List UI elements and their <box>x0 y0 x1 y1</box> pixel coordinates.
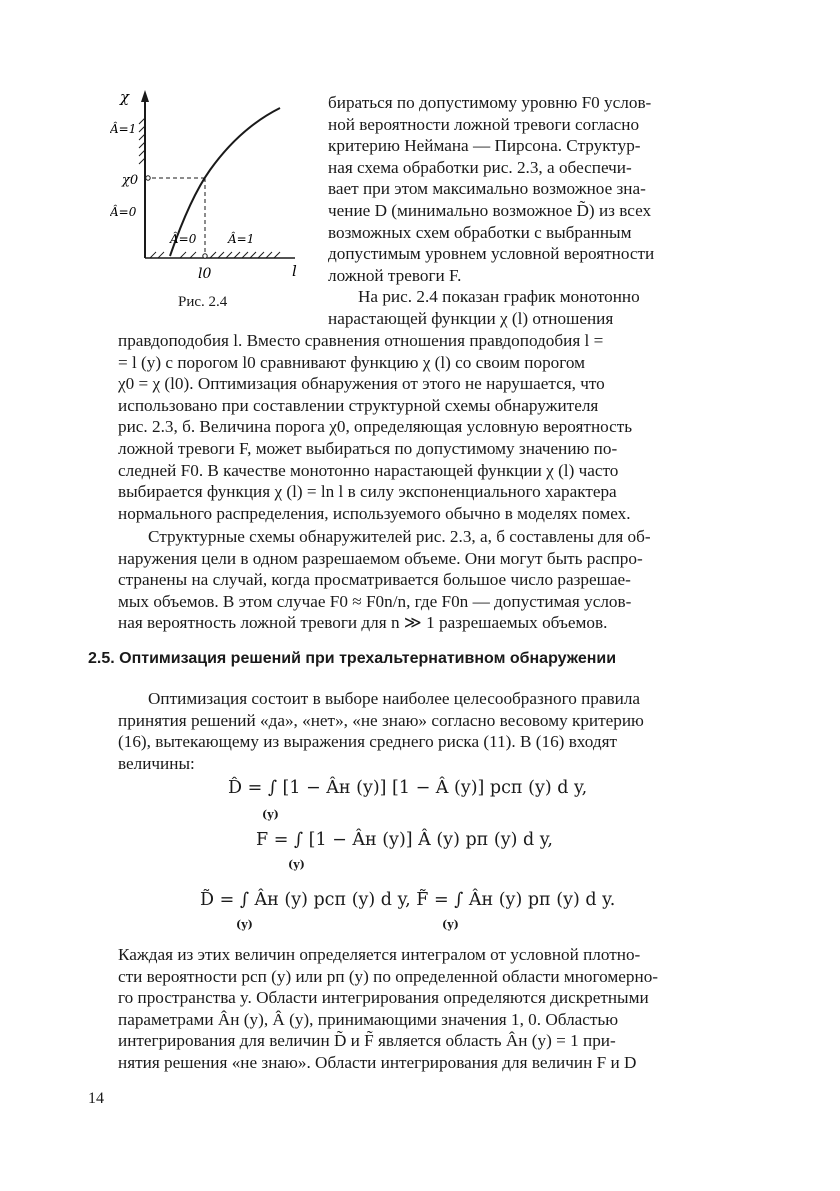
formula-d-f-tilde: D̃ = ∫ Âн (y) pсп (y) d y, F̃ = ∫ Âн (y) pп (y) d y. <box>200 890 616 910</box>
intro-line: ной вероятности ложной тревоги согласно <box>328 114 640 134</box>
label-a0-bottom: Â=0 <box>170 232 197 246</box>
intro-line: бираться по допустимому уровню F0 услов- <box>328 93 652 112</box>
label-a0-left: Â=0 <box>110 205 137 219</box>
text-line: нятия решения «не знаю». Области интегрирования для величин F и D <box>118 1052 637 1072</box>
text-line: следней F0. В качестве монотонно нарастающей функции χ (l) часто <box>118 460 619 480</box>
label-a1-bottom: Â=1 <box>228 232 255 246</box>
page-number: 14 <box>88 1090 104 1107</box>
paragraph-2 <box>118 526 714 634</box>
text-line: ная вероятность ложной тревоги для n ≫ 1 разрешаемых объемов. <box>118 613 608 633</box>
figure-caption: Рис. 2.4 <box>178 294 228 310</box>
intro-line: критерию Неймана — Пирсона. Структур- <box>328 136 641 156</box>
text-line: Оптимизация состоит в выборе наиболее целесообразного правила <box>148 689 641 708</box>
x-axis-hatching <box>210 252 280 258</box>
intro-line: допустимым уровнем условной вероятности <box>328 244 655 264</box>
text-line: наружения цели в одном разрешаемом объеме. Они могут быть распро- <box>118 548 643 568</box>
figure-2-4 <box>110 88 310 323</box>
formula-d-hat-domain: (y) <box>262 808 279 821</box>
axis-y-label: χ <box>120 88 130 106</box>
text-line: параметрами Âн (y), Â (y), принимающими значения 1, 0. Областью <box>118 1009 619 1029</box>
paragraph-4 <box>118 944 714 1074</box>
intro-line: возможных схем обработки с выбранным <box>328 222 632 242</box>
text-line: мых объемов. В этом случае F0 ≈ F0n/n, где F0n — допустимая услов- <box>118 591 632 611</box>
intro-line: чение D (минимально возможное D̃) из всех <box>328 200 652 220</box>
text-line: величины: <box>118 753 195 773</box>
intro-column <box>328 92 714 330</box>
text-line: сти вероятности pсп (y) или pп (y) по определенной области многомерно- <box>118 966 659 986</box>
text-line: Каждая из этих величин определяется интегралом от условной плотно- <box>118 945 641 964</box>
paragraph-3 <box>118 688 714 774</box>
region-hatching <box>150 252 196 258</box>
formula-f: F = ∫ [1 − Âн (y)] Â (y) pп (y) d y, <box>256 830 553 850</box>
label-a1-top: Â=1 <box>110 122 137 136</box>
intro-line: На рис. 2.4 показан график монотонно <box>358 287 640 307</box>
chi0-marker <box>146 176 150 180</box>
figure-plot <box>110 88 310 288</box>
label-l0: l0 <box>198 266 212 282</box>
text-line: правдоподобия l. Вместо сравнения отношения правдоподобия l = <box>118 331 604 350</box>
text-line: принятия решений «да», «нет», «не знаю» согласно весовому критерию <box>118 710 644 730</box>
intro-line: ложной тревоги F. <box>328 265 462 285</box>
y-axis-arrow <box>141 90 149 102</box>
l0-marker <box>203 254 207 258</box>
text-line: = l (y) с порогом l0 сравнивают функцию χ (l) со своим порогом <box>118 352 586 372</box>
formula-f-tilde-domain: (y) <box>442 918 459 931</box>
text-line: χ0 = χ (l0). Оптимизация обнаружения от этого не нарушается, что <box>118 374 605 394</box>
intro-line: ная схема обработки рис. 2.3, а обеспечи- <box>328 157 632 177</box>
text-line: Структурные схемы обнаружителей рис. 2.3, а, б составлены для об- <box>148 527 651 546</box>
text-line: го пространства y. Области интегрирования определяются дискретными <box>118 988 649 1008</box>
text-line: нормального распределения, используемого обычно в моделях помех. <box>118 503 631 523</box>
formula-d-tilde-domain: (y) <box>236 918 253 931</box>
text-line: выбирается функция χ (l) = ln l в силу экспоненциального характера <box>118 482 617 502</box>
text-line: интегрирования для величин D̃ и F̃ является область Âн (y) = 1 при- <box>118 1031 616 1051</box>
text-line: использовано при составлении структурной схемы обнаружителя <box>118 395 599 415</box>
intro-line: нарастающей функции χ (l) отношения <box>328 308 614 328</box>
text-line: рис. 2.3, б. Величина порога χ0, определяющая условную вероятность <box>118 417 633 437</box>
formula-d-hat: D̂ = ∫ [1 − Âн (y)] [1 − Â (y)] pсп (y) d y, <box>228 778 588 798</box>
intro-line: вает при этом максимально возможное зна- <box>328 179 646 199</box>
paragraph-1 <box>118 330 714 524</box>
section-heading: 2.5. Оптимизация решений при трехальтернативном обнаружении <box>88 650 617 667</box>
text-line: странены на случай, когда просматривается большое число разрешае- <box>118 570 631 590</box>
formula-f-domain: (y) <box>288 858 305 871</box>
label-chi0: χ0 <box>122 173 139 188</box>
text-line: (16), вытекающему из выражения среднего риска (11). В (16) входят <box>118 732 618 752</box>
text-line: ложной тревоги F, может выбираться по допустимому значению по- <box>118 438 618 458</box>
axis-x-label: l <box>292 262 297 280</box>
